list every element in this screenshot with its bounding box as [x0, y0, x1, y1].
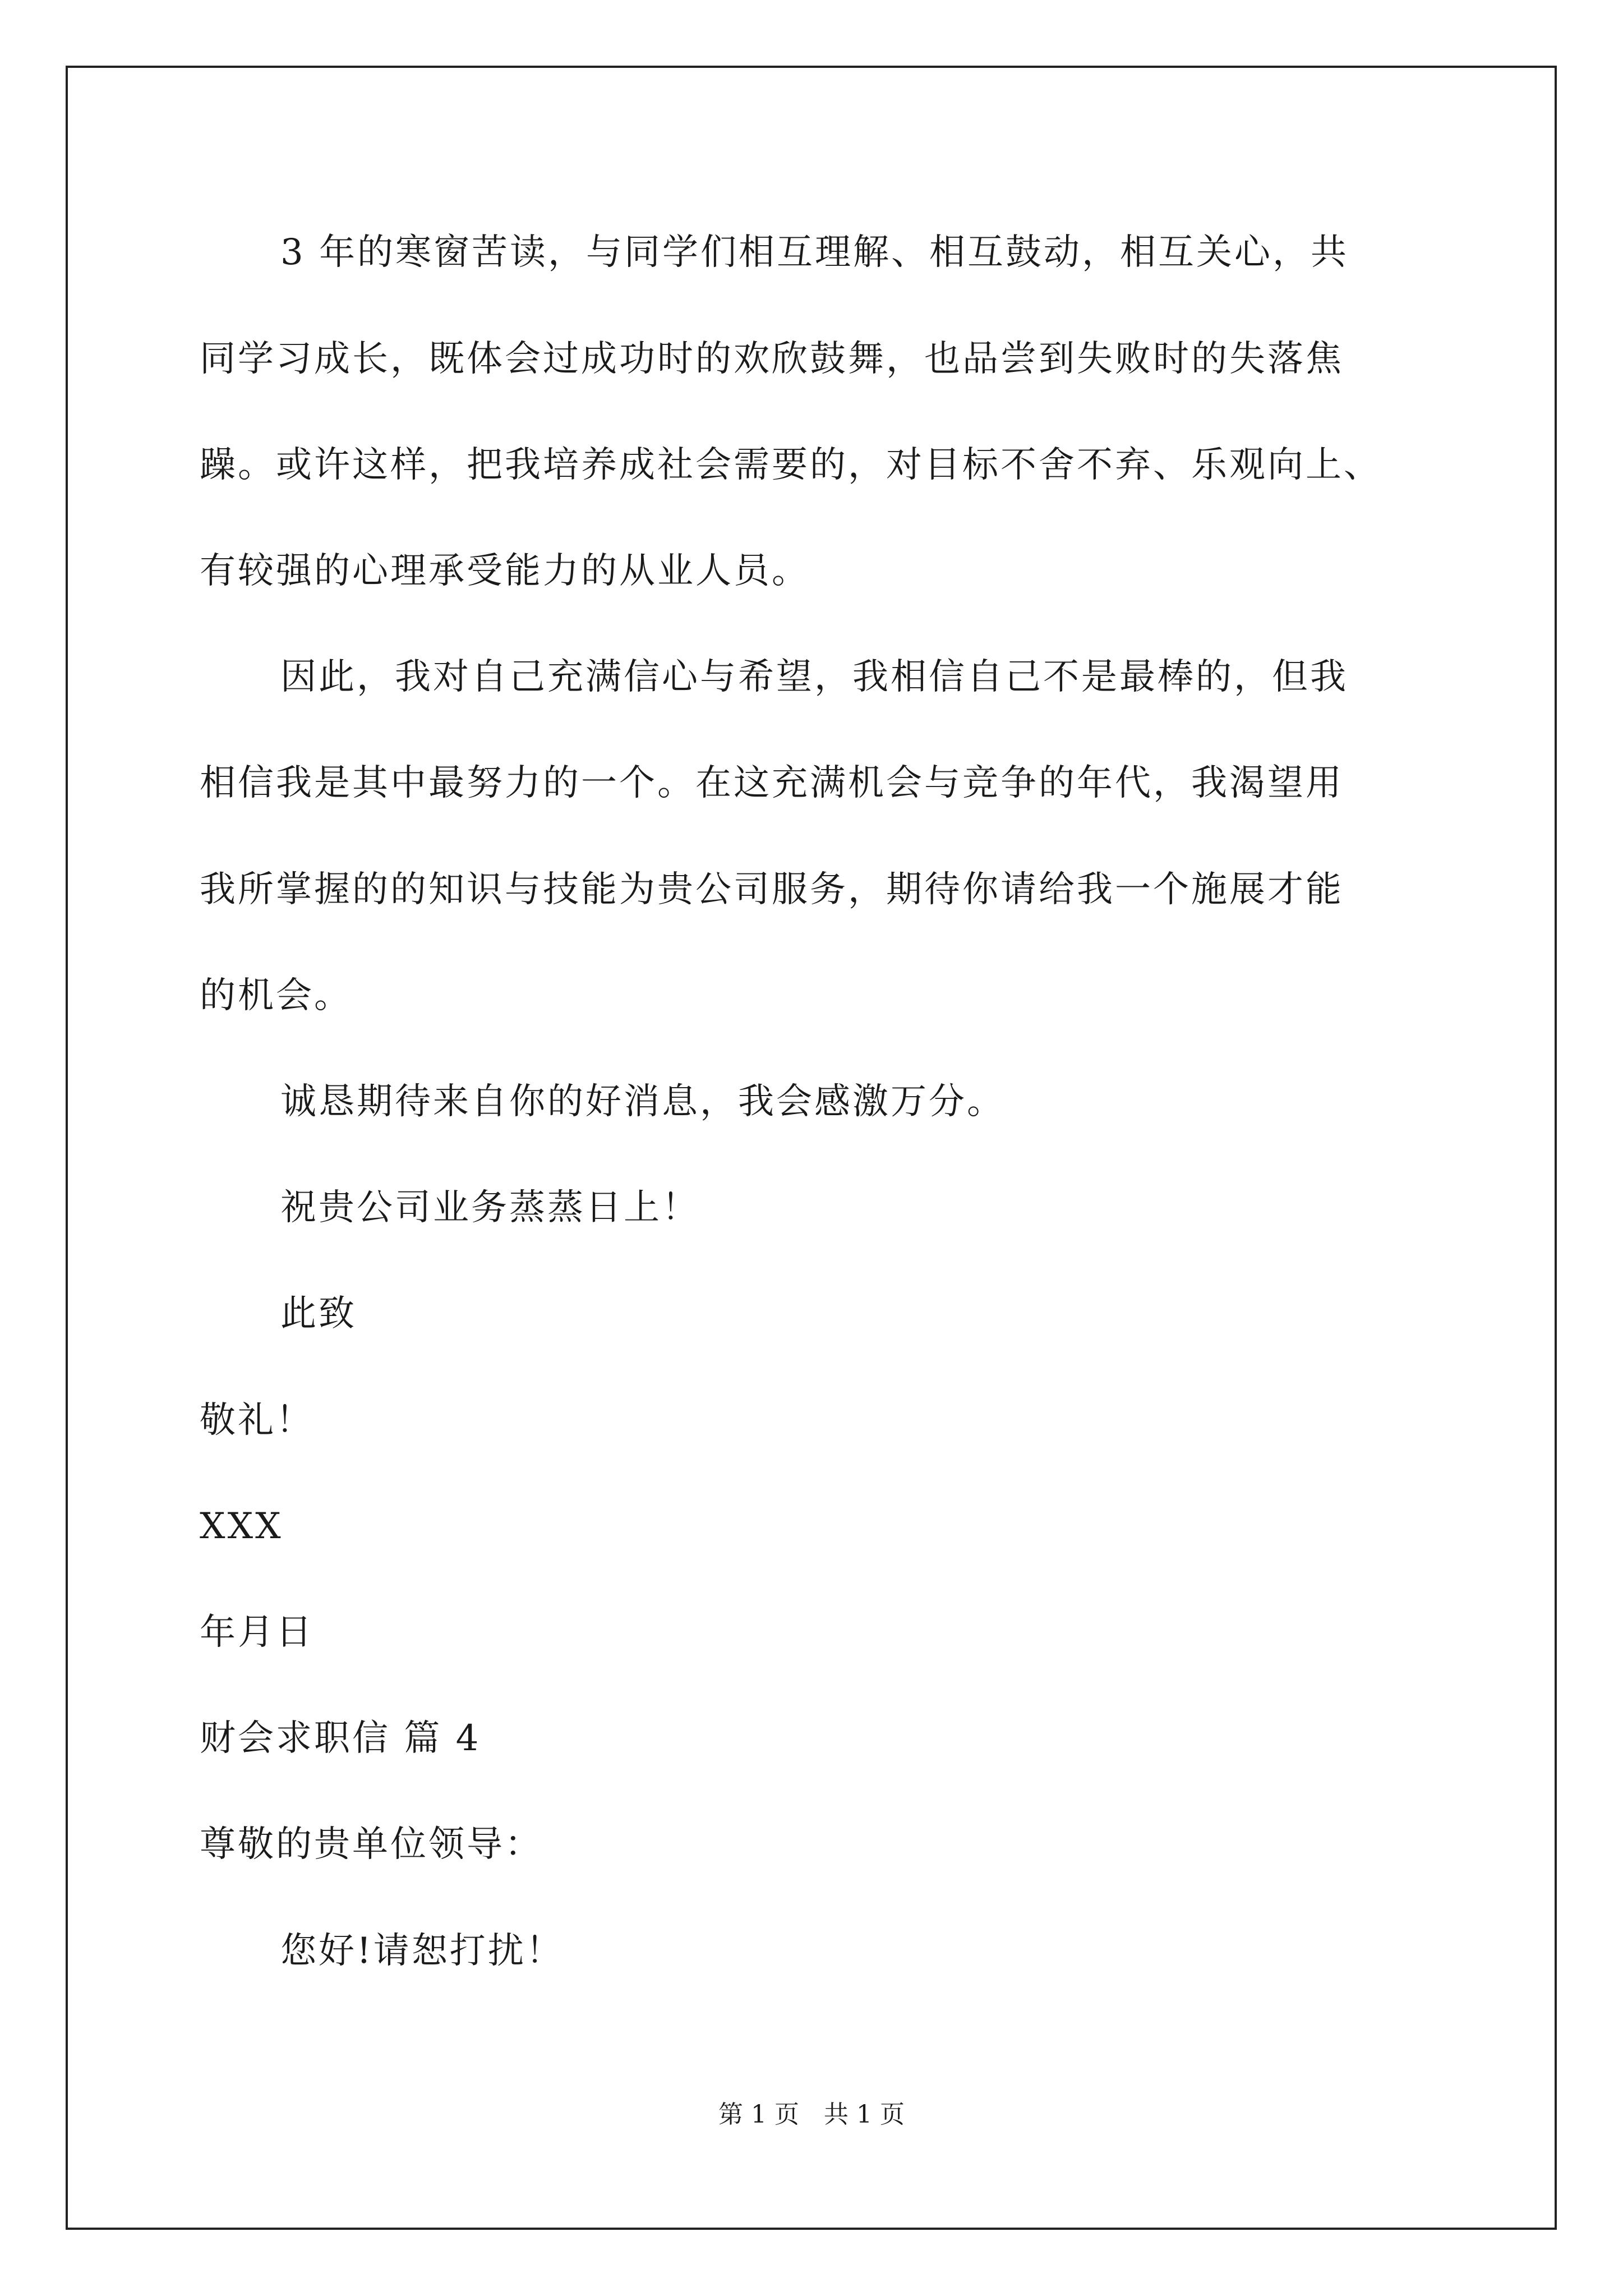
date-line: 年月日 — [200, 1612, 314, 1653]
salute-line: 敬礼！ — [200, 1400, 314, 1441]
paragraph-2-line-2: 相信我是其中最努力的一个。在这充满机会与竞争的年代，我渴望用 — [200, 762, 1344, 804]
section-title: 财会求职信 篇 4 — [200, 1718, 481, 1759]
paragraph-1-line-1: 3 年的寒窗苦读，与同学们相互理解、相互鼓动，相互关心，共 — [280, 232, 1349, 273]
opening-line: 您好!请恕打扰！ — [280, 1930, 564, 1972]
page-number-footer: 第 1 页 共 1 页 — [718, 2100, 905, 2129]
paragraph-4: 祝贵公司业务蒸蒸日上！ — [280, 1187, 700, 1228]
paragraph-1-line-2: 同学习成长，既体会过成功时的欢欣鼓舞，也品尝到失败时的失落焦 — [200, 338, 1344, 380]
signature: XXX — [200, 1506, 283, 1547]
paragraph-2-line-4: 的机会。 — [200, 975, 352, 1016]
paragraph-1-line-3: 躁。或许这样，把我培养成社会需要的，对目标不舍不弃、乐观向上、 — [200, 444, 1382, 486]
closing-line: 此致 — [280, 1293, 357, 1335]
paragraph-2-line-1: 因此，我对自己充满信心与希望，我相信自己不是最棒的，但我 — [280, 656, 1348, 698]
paragraph-1-line-4: 有较强的心理承受能力的从业人员。 — [200, 550, 810, 592]
paragraph-2-line-3: 我所掌握的的知识与技能为贵公司服务，期待你请给我一个施展才能 — [200, 869, 1344, 910]
page-border — [66, 66, 1557, 2230]
paragraph-3: 诚恳期待来自你的好消息，我会感激万分。 — [280, 1081, 1005, 1122]
greeting-line: 尊敬的贵单位领导： — [200, 1824, 543, 1865]
